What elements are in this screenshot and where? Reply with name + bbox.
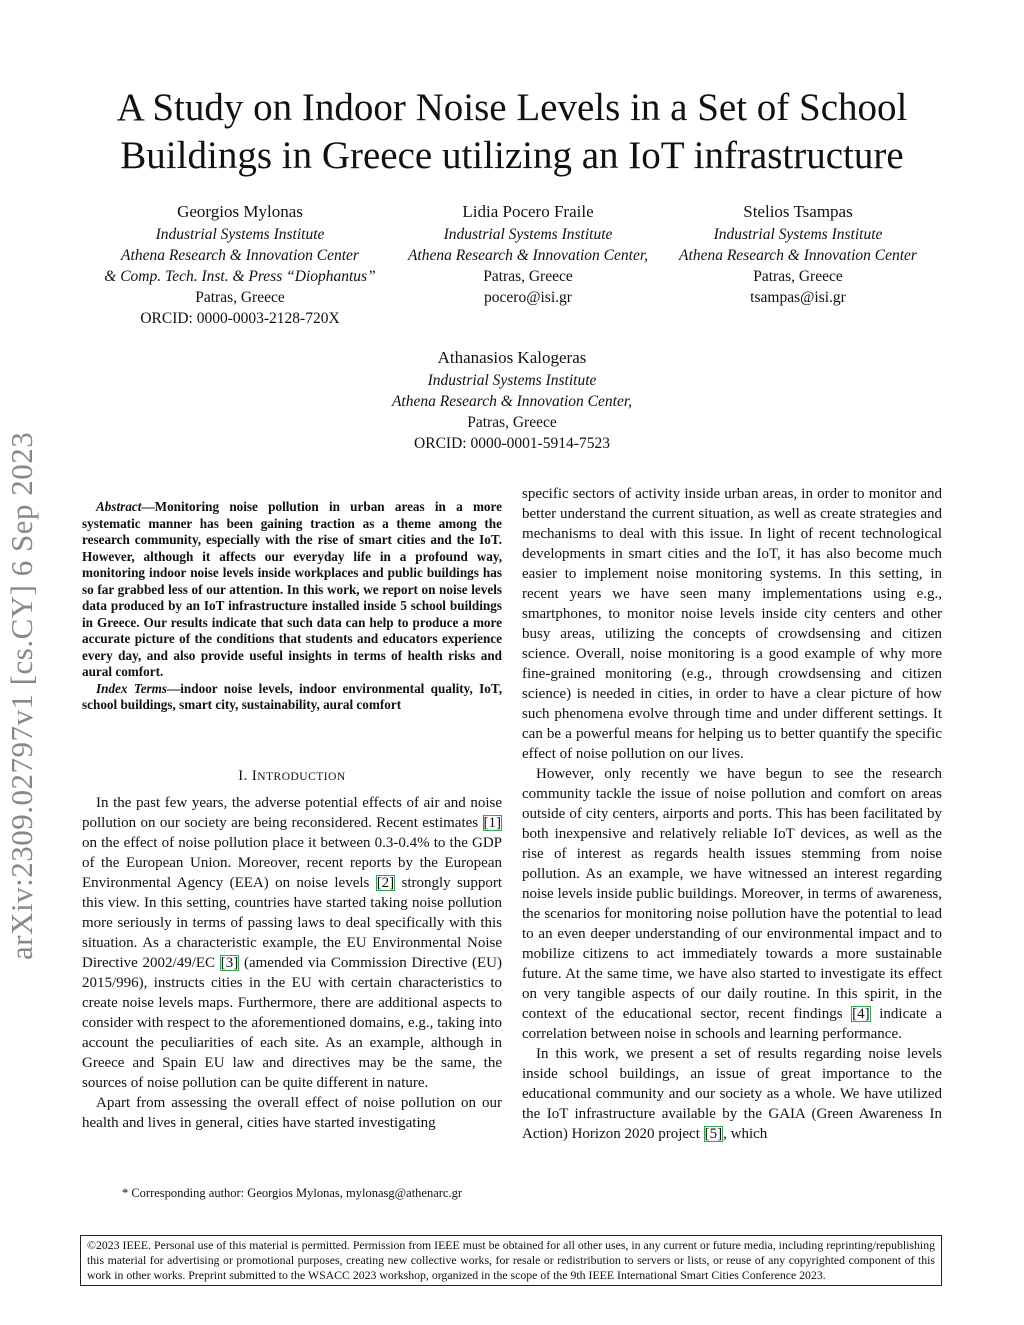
author-4: [362, 346, 662, 454]
author-email[interactable]: pocero@isi.gr: [484, 289, 572, 306]
author-location: Patras, Greece: [467, 414, 557, 431]
body-paragraph: [82, 793, 502, 1093]
author-3: [648, 200, 948, 308]
citation-link[interactable]: [5]: [704, 1126, 723, 1142]
citation-link[interactable]: [4]: [852, 1006, 870, 1022]
author-affiliation: & Comp. Tech. Inst. & Press “Diophantus”: [104, 268, 376, 285]
author-affiliation: Athena Research & Innovation Center: [679, 247, 917, 264]
author-affiliation: Industrial Systems Institute: [713, 226, 883, 243]
author-affiliation: Athena Research & Innovation Center: [121, 247, 359, 264]
body-paragraph: [522, 764, 942, 1044]
citation-link[interactable]: [3]: [220, 955, 239, 971]
text-run: indicate a correlation between noise in schools and learning performance.: [522, 1006, 942, 1042]
section-initial: I: [251, 768, 258, 784]
text-run: However, only recently we have begun to see the research community tackle the issue of noise pollution and comfort on areas outside of city centers, airports and ports. This has been facilitated by both inexpensive and relatively reliable IoT devices, as well as the rise of interest as regards health issues stemming from noise pollution. As an example, we have witnessed an interest regarding noise levels inside public buildings. Moreover, in terms of awareness, the scenarios for monitoring noise pollution have the potential to lead to an even deeper understanding of our environmental impact and to mobilize citizens to act immediately towards a more sustainable future. At the same time, we have also started to investigate its effect on very tangible aspects of our daily routine. In this spirit, in the context of the educational sector, recent findings: [522, 766, 942, 1022]
author-affiliation: Athena Research & Innovation Center,: [391, 393, 633, 410]
citation-link[interactable]: [2]: [376, 875, 395, 891]
author-orcid: ORCID: 0000-0003-2128-720X: [140, 310, 340, 327]
author-orcid: ORCID: 0000-0001-5914-7523: [414, 435, 610, 452]
copyright-notice: ©2023 IEEE. Personal use of this material is permitted. Permission from IEEE must be obtained for all other uses, in any current or future media, including reprinting/republishing this material for advertising or promotional purposes, creating new collective works, for resale or redistribution to servers or lists, or reuse of any copyrighted component of this work in other works. Preprint submitted to the WSACC 2023 workshop, organized in the scope of the 9th IEEE International Smart Cities Conference 2023.: [80, 1235, 942, 1286]
author-1: [90, 200, 390, 329]
index-terms-label: Index Terms: [96, 680, 168, 696]
text-run: on the effect of noise pollution place it between 0.3-0.4% to the GDP of the European Union. Moreover, recent reports by the European Environmental Agency (EEA) on noise levels: [82, 835, 502, 891]
author-location: Patras, Greece: [753, 268, 843, 285]
abstract-text: —Monitoring noise pollution in urban areas in a more systematic manner has been gaining traction as a theme among the research community, especially with the rise of smart cities and the IoT. However, although it affects our everyday life in a profound way, monitoring indoor noise levels inside workplaces and public buildings has so far grabbed less of our attention. In this work, we report on noise levels data produced by an IoT infrastructure installed inside 5 school buildings in Greece. Our results indicate that such data can help to produce a more accurate picture of the conditions that students and educators experience every day, and also provide useful insights in terms of health risks and aural comfort.: [82, 499, 502, 679]
author-location: Patras, Greece: [483, 268, 573, 285]
abstract: [82, 499, 502, 714]
text-run: , which: [723, 1126, 768, 1142]
footnote: * Corresponding author: Georgios Mylonas, mylonasg@athenarc.gr: [121, 1186, 463, 1200]
author-location: Patras, Greece: [195, 289, 285, 306]
body-paragraph: specific sectors of activity inside urban areas, in order to monitor and better understand the current situation, as well as create strategies and mechanisms to deal with this issue. In light of recent technological developments in smart cities and the IoT, it has also become much easier to implement noise monitoring systems. In this setting, in recent years we have seen many implementations using e.g., smartphones, to monitor noise levels inside city centers and other busy areas, utilizing the concepts of crowdsensing and citizen science. Overall, noise monitoring is a good example of why more fine-grained monitoring (e.g., through crowdsensing and citizen science) is needed in cities, in order to have a clear picture of how such phenomena evolve through time and under different settings. It can be a powerful means for helping us to better quantify the specific effect of noise pollution on our lives.: [522, 486, 942, 762]
text-run: (amended via Commission Directive (EU) 2015/996), instructs cities in the EU with certain characteristics to create noise levels maps. Furthermore, there are additional aspects to consider with respect to the aforementioned domains, e.g., taking into account the peculiarities of each site. As an example, although in Greece and Spain EU law and directives may be the same, the sources of noise pollution can be quite different in nature.: [82, 955, 502, 1091]
body-paragraph: Apart from assessing the overall effect of noise pollution on our health and lives in general, cities have started investigating: [82, 1095, 502, 1131]
author-name: Stelios Tsampas: [743, 202, 853, 221]
abstract-label: Abstract: [96, 499, 142, 514]
text-run: In this work, we present a set of results regarding noise levels inside school buildings, an issue of great importance to the educational community and our society as a whole. We have utilized the IoT infrastructure available by the GAIA (Green Awareness In Action) Horizon 2020 project: [522, 1046, 942, 1142]
section-heading: [82, 768, 502, 785]
author-affiliation: Industrial Systems Institute: [155, 226, 325, 243]
author-name: Athanasios Kalogeras: [437, 348, 587, 367]
paper-title: A Study on Indoor Noise Levels in a Set of School Buildings in Greece utilizing an IoT infrastructure: [116, 86, 908, 177]
author-affiliation: Industrial Systems Institute: [427, 372, 597, 389]
author-email[interactable]: tsampas@isi.gr: [750, 289, 846, 306]
right-column: [522, 484, 942, 1144]
arxiv-stamp: arXiv:2309.02797v1 [cs.CY] 6 Sep 2023: [4, 431, 39, 960]
section-number: I.: [238, 768, 252, 784]
author-affiliation: Athena Research & Innovation Center,: [407, 247, 649, 264]
author-name: Georgios Mylonas: [177, 202, 303, 221]
author-name: Lidia Pocero Fraile: [462, 202, 594, 221]
author-2: [378, 200, 678, 308]
body-paragraph: [522, 1044, 942, 1144]
section-title: NTRODUCTION: [257, 771, 346, 783]
citation-link[interactable]: [1]: [483, 815, 501, 831]
author-affiliation: Industrial Systems Institute: [443, 226, 613, 243]
index-terms-text: —indoor noise levels, indoor environmental quality, IoT, school buildings, smart city, sustainability, aural comfort: [82, 680, 502, 712]
text-run: strongly support this view. In this setting, countries have started taking noise pollution more seriously in terms of passing laws to deal specifically with this situation. As a characteristic example, the EU Environmental Noise Directive 2002/49/EC: [82, 875, 502, 971]
text-run: In the past few years, the adverse potential effects of air and noise pollution on our society are being reconsidered. Recent estimates: [82, 795, 502, 831]
left-column: [82, 793, 502, 1133]
